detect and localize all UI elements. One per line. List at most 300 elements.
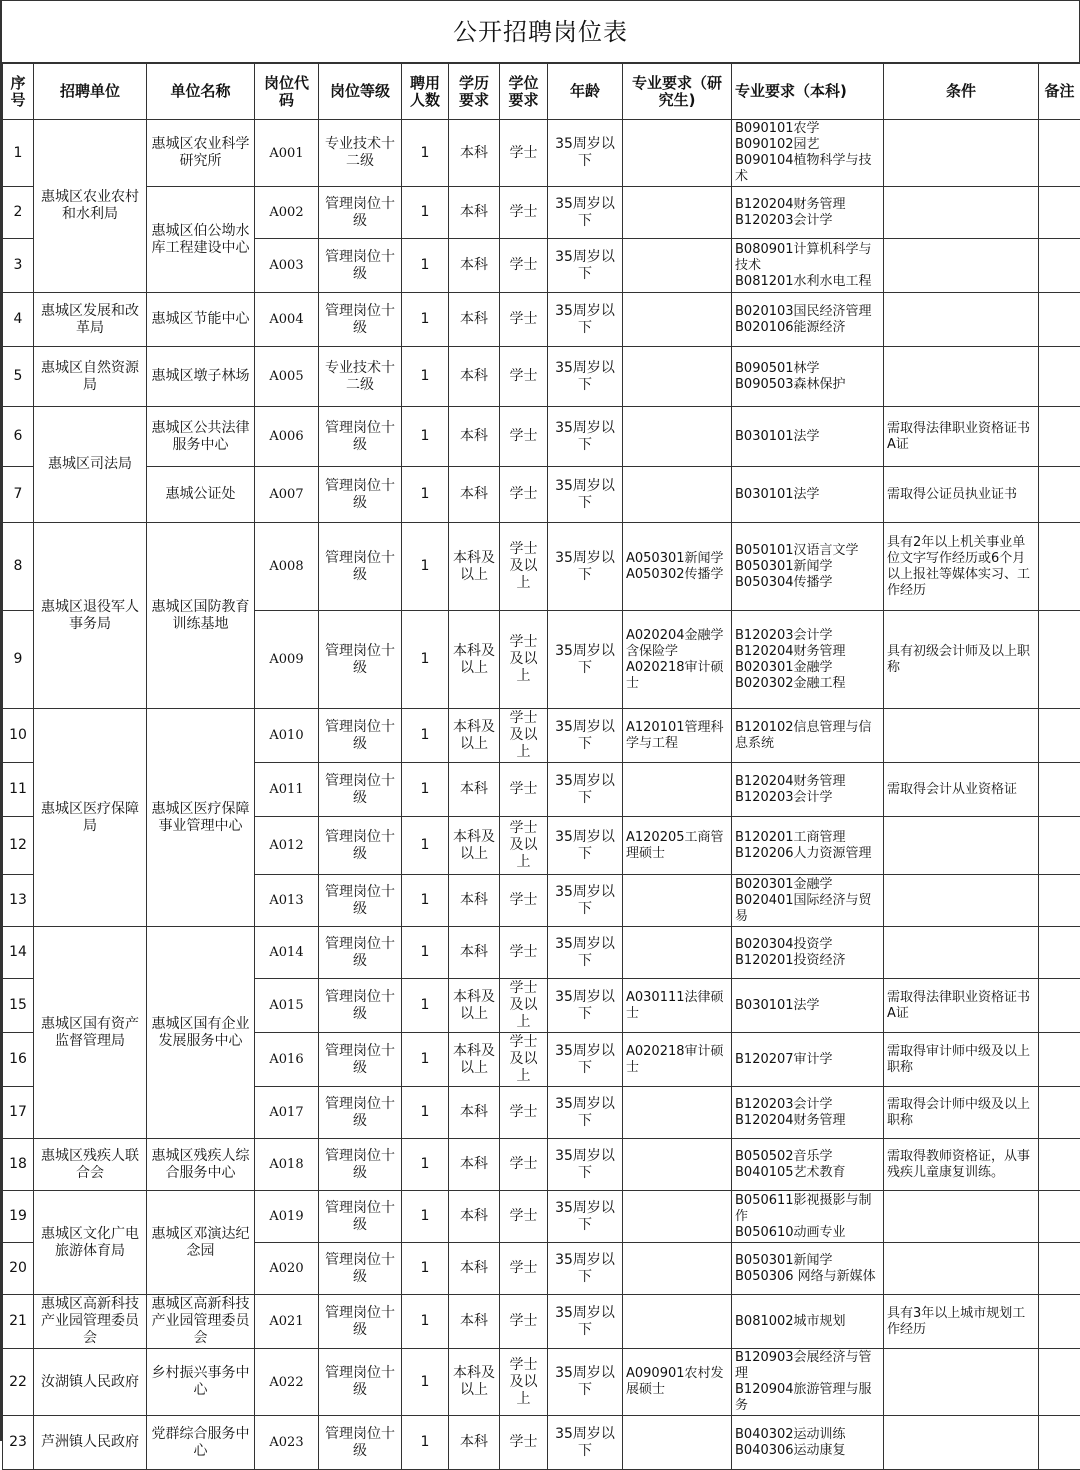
position-code: A016	[255, 1033, 319, 1087]
degree-req: 学士	[500, 1087, 548, 1139]
position-level: 管理岗位十级	[319, 927, 402, 979]
row-seq: 11	[3, 763, 34, 817]
position-code: A006	[255, 407, 319, 467]
remarks	[1039, 611, 1080, 709]
degree-req: 学士	[500, 467, 548, 523]
recruiting-unit: 汝湖镇人民政府	[34, 1349, 147, 1416]
conditions: 需取得审计师中级及以上职称	[884, 1033, 1039, 1087]
age-req: 35周岁以下	[548, 1191, 623, 1243]
table-row	[3, 709, 1080, 763]
age-req: 35周岁以下	[548, 817, 623, 875]
header-cond: 条件	[884, 64, 1039, 120]
age-req: 35周岁以下	[548, 293, 623, 347]
education-req: 本科及以上	[449, 611, 500, 709]
position-level: 管理岗位十级	[319, 709, 402, 763]
conditions	[884, 293, 1039, 347]
conditions	[884, 1349, 1039, 1416]
degree-req: 学士及以上	[500, 611, 548, 709]
row-seq: 1	[3, 120, 34, 187]
row-seq: 5	[3, 347, 34, 407]
major-graduate	[623, 1295, 732, 1349]
org-name: 惠城区墩子林场	[147, 347, 255, 407]
position-level: 专业技术十二级	[319, 347, 402, 407]
position-level: 管理岗位十级	[319, 817, 402, 875]
row-seq: 3	[3, 239, 34, 293]
hire-count: 1	[402, 467, 449, 523]
hire-count: 1	[402, 1295, 449, 1349]
age-req: 35周岁以下	[548, 927, 623, 979]
remarks	[1039, 1139, 1080, 1191]
conditions	[884, 875, 1039, 927]
age-req: 35周岁以下	[548, 1139, 623, 1191]
degree-req: 学士及以上	[500, 1349, 548, 1416]
table-row	[3, 1139, 1080, 1191]
hire-count: 1	[402, 763, 449, 817]
degree-req: 学士及以上	[500, 709, 548, 763]
org-name: 乡村振兴事务中心	[147, 1349, 255, 1416]
hire-count: 1	[402, 293, 449, 347]
org-name: 惠城区医疗保障事业管理中心	[147, 709, 255, 927]
major-undergraduate: B050502音乐学 B040105艺术教育	[732, 1139, 884, 1191]
hire-count: 1	[402, 875, 449, 927]
major-graduate	[623, 407, 732, 467]
remarks	[1039, 709, 1080, 763]
position-level: 管理岗位十级	[319, 1243, 402, 1295]
major-undergraduate: B120203会计学 B120204财务管理	[732, 1087, 884, 1139]
row-seq: 23	[3, 1416, 34, 1470]
degree-req: 学士及以上	[500, 979, 548, 1033]
remarks	[1039, 1349, 1080, 1416]
degree-req: 学士及以上	[500, 1033, 548, 1087]
age-req: 35周岁以下	[548, 1295, 623, 1349]
row-seq: 18	[3, 1139, 34, 1191]
position-code: A022	[255, 1349, 319, 1416]
header-major-ug: 专业要求（本科)	[732, 64, 884, 120]
major-graduate	[623, 1139, 732, 1191]
conditions: 需取得法律职业资格证书A证	[884, 979, 1039, 1033]
hire-count: 1	[402, 347, 449, 407]
hire-count: 1	[402, 1416, 449, 1470]
remarks	[1039, 407, 1080, 467]
major-undergraduate: B050301新闻学 B050306 网络与新媒体	[732, 1243, 884, 1295]
age-req: 35周岁以下	[548, 467, 623, 523]
recruiting-unit: 惠城区文化广电旅游体育局	[34, 1191, 147, 1295]
table-row	[3, 1191, 1080, 1243]
position-code: A014	[255, 927, 319, 979]
degree-req: 学士	[500, 239, 548, 293]
table-row	[3, 347, 1080, 407]
row-seq: 8	[3, 523, 34, 611]
age-req: 35周岁以下	[548, 709, 623, 763]
major-graduate	[623, 763, 732, 817]
education-req: 本科	[449, 763, 500, 817]
remarks	[1039, 1243, 1080, 1295]
major-undergraduate: B030101法学	[732, 979, 884, 1033]
major-undergraduate: B120204财务管理 B120203会计学	[732, 187, 884, 239]
header-code: 岗位代码	[255, 64, 319, 120]
position-code: A015	[255, 979, 319, 1033]
position-code: A010	[255, 709, 319, 763]
org-name: 惠城区国防教育训练基地	[147, 523, 255, 709]
recruiting-unit: 芦洲镇人民政府	[34, 1416, 147, 1470]
position-level: 管理岗位十级	[319, 611, 402, 709]
table-row	[3, 1349, 1080, 1416]
org-name: 惠城区伯公坳水库工程建设中心	[147, 187, 255, 293]
major-undergraduate: B040302运动训练 B040306运动康复	[732, 1416, 884, 1470]
major-graduate	[623, 1191, 732, 1243]
recruiting-unit: 惠城区国有资产监督管理局	[34, 927, 147, 1139]
education-req: 本科及以上	[449, 709, 500, 763]
degree-req: 学士	[500, 927, 548, 979]
remarks	[1039, 817, 1080, 875]
header-edu: 学历要求	[449, 64, 500, 120]
row-seq: 2	[3, 187, 34, 239]
row-seq: 15	[3, 979, 34, 1033]
education-req: 本科	[449, 239, 500, 293]
remarks	[1039, 1191, 1080, 1243]
hire-count: 1	[402, 927, 449, 979]
position-level: 管理岗位十级	[319, 763, 402, 817]
position-level: 管理岗位十级	[319, 523, 402, 611]
position-code: A017	[255, 1087, 319, 1139]
hire-count: 1	[402, 1243, 449, 1295]
age-req: 35周岁以下	[548, 1087, 623, 1139]
degree-req: 学士	[500, 347, 548, 407]
recruiting-unit: 惠城区司法局	[34, 407, 147, 523]
major-undergraduate: B090101农学 B090102园艺 B090104植物科学与技术	[732, 120, 884, 187]
row-seq: 7	[3, 467, 34, 523]
org-name: 惠城区高新科技产业园管理委员会	[147, 1295, 255, 1349]
age-req: 35周岁以下	[548, 1349, 623, 1416]
major-undergraduate: B050101汉语言文学 B050301新闻学 B050304传播学	[732, 523, 884, 611]
hire-count: 1	[402, 1139, 449, 1191]
degree-req: 学士	[500, 407, 548, 467]
remarks	[1039, 347, 1080, 407]
remarks	[1039, 120, 1080, 187]
education-req: 本科	[449, 1416, 500, 1470]
major-undergraduate: B120204财务管理 B120203会计学	[732, 763, 884, 817]
org-name: 惠城区国有企业发展服务中心	[147, 927, 255, 1139]
table-row	[3, 120, 1080, 187]
table-row	[3, 467, 1080, 523]
education-req: 本科及以上	[449, 1349, 500, 1416]
row-seq: 14	[3, 927, 34, 979]
remarks	[1039, 523, 1080, 611]
major-graduate: A120101管理科学与工程	[623, 709, 732, 763]
position-code: A001	[255, 120, 319, 187]
table-row	[3, 1416, 1080, 1470]
position-level: 管理岗位十级	[319, 293, 402, 347]
positions-table	[2, 63, 1080, 1470]
conditions: 需取得会计师中级及以上职称	[884, 1087, 1039, 1139]
hire-count: 1	[402, 709, 449, 763]
degree-req: 学士	[500, 1191, 548, 1243]
hire-count: 1	[402, 611, 449, 709]
position-level: 管理岗位十级	[319, 1139, 402, 1191]
major-graduate: A120205工商管理硕士	[623, 817, 732, 875]
major-graduate	[623, 1416, 732, 1470]
education-req: 本科	[449, 407, 500, 467]
education-req: 本科及以上	[449, 979, 500, 1033]
recruiting-unit: 惠城区农业农村和水利局	[34, 120, 147, 293]
hire-count: 1	[402, 817, 449, 875]
position-level: 管理岗位十级	[319, 1416, 402, 1470]
degree-req: 学士及以上	[500, 523, 548, 611]
row-seq: 17	[3, 1087, 34, 1139]
conditions	[884, 347, 1039, 407]
position-level: 管理岗位十级	[319, 187, 402, 239]
remarks	[1039, 239, 1080, 293]
position-level: 管理岗位十级	[319, 1033, 402, 1087]
header-age: 年龄	[548, 64, 623, 120]
org-name: 惠城区节能中心	[147, 293, 255, 347]
age-req: 35周岁以下	[548, 1416, 623, 1470]
degree-req: 学士	[500, 1295, 548, 1349]
major-graduate: A020218审计硕士	[623, 1033, 732, 1087]
row-seq: 21	[3, 1295, 34, 1349]
header-org: 单位名称	[147, 64, 255, 120]
education-req: 本科	[449, 467, 500, 523]
remarks	[1039, 875, 1080, 927]
header-count: 聘用人数	[402, 64, 449, 120]
degree-req: 学士	[500, 1416, 548, 1470]
hire-count: 1	[402, 1033, 449, 1087]
education-req: 本科	[449, 120, 500, 187]
age-req: 35周岁以下	[548, 239, 623, 293]
education-req: 本科	[449, 1191, 500, 1243]
remarks	[1039, 1295, 1080, 1349]
major-graduate	[623, 875, 732, 927]
conditions	[884, 927, 1039, 979]
position-code: A004	[255, 293, 319, 347]
table-row	[3, 523, 1080, 611]
major-undergraduate: B050611影视摄影与制作 B050610动画专业	[732, 1191, 884, 1243]
remarks	[1039, 1416, 1080, 1470]
education-req: 本科	[449, 1087, 500, 1139]
education-req: 本科	[449, 875, 500, 927]
header-level: 岗位等级	[319, 64, 402, 120]
position-level: 管理岗位十级	[319, 239, 402, 293]
remarks	[1039, 187, 1080, 239]
remarks	[1039, 927, 1080, 979]
major-graduate	[623, 1243, 732, 1295]
row-seq: 13	[3, 875, 34, 927]
major-graduate	[623, 120, 732, 187]
major-graduate: A020204金融学含保险学 A020218审计硕士	[623, 611, 732, 709]
position-code: A002	[255, 187, 319, 239]
conditions: 需取得会计从业资格证	[884, 763, 1039, 817]
row-seq: 20	[3, 1243, 34, 1295]
header-unit: 招聘单位	[34, 64, 147, 120]
position-level: 管理岗位十级	[319, 875, 402, 927]
row-seq: 22	[3, 1349, 34, 1416]
position-level: 管理岗位十级	[319, 467, 402, 523]
position-code: A007	[255, 467, 319, 523]
position-level: 管理岗位十级	[319, 407, 402, 467]
position-level: 管理岗位十级	[319, 1087, 402, 1139]
conditions: 需取得法律职业资格证书A证	[884, 407, 1039, 467]
age-req: 35周岁以下	[548, 611, 623, 709]
age-req: 35周岁以下	[548, 1033, 623, 1087]
remarks	[1039, 979, 1080, 1033]
major-graduate	[623, 239, 732, 293]
position-level: 管理岗位十级	[319, 1191, 402, 1243]
recruiting-unit: 惠城区医疗保障局	[34, 709, 147, 927]
degree-req: 学士	[500, 1139, 548, 1191]
hire-count: 1	[402, 120, 449, 187]
hire-count: 1	[402, 1191, 449, 1243]
org-name: 惠城区残疾人综合服务中心	[147, 1139, 255, 1191]
hire-count: 1	[402, 187, 449, 239]
major-graduate: A090901农村发展硕士	[623, 1349, 732, 1416]
conditions: 具有初级会计师及以上职称	[884, 611, 1039, 709]
degree-req: 学士	[500, 187, 548, 239]
conditions	[884, 187, 1039, 239]
major-undergraduate: B090501林学 B090503森林保护	[732, 347, 884, 407]
major-undergraduate: B080901计算机科学与技术 B081201水利水电工程	[732, 239, 884, 293]
age-req: 35周岁以下	[548, 1243, 623, 1295]
position-code: A011	[255, 763, 319, 817]
position-code: A005	[255, 347, 319, 407]
recruiting-unit: 惠城区退役军人事务局	[34, 523, 147, 709]
conditions	[884, 1416, 1039, 1470]
org-name: 惠城区公共法律服务中心	[147, 407, 255, 467]
table-row	[3, 927, 1080, 979]
recruiting-unit: 惠城区发展和改革局	[34, 293, 147, 347]
position-code: A021	[255, 1295, 319, 1349]
position-code: A008	[255, 523, 319, 611]
header-degree: 学位要求	[500, 64, 548, 120]
header-note: 备注	[1039, 64, 1080, 120]
position-code: A018	[255, 1139, 319, 1191]
degree-req: 学士	[500, 120, 548, 187]
major-graduate: A050301新闻学 A050302传播学	[623, 523, 732, 611]
hire-count: 1	[402, 1349, 449, 1416]
position-code: A012	[255, 817, 319, 875]
conditions	[884, 709, 1039, 763]
row-seq: 16	[3, 1033, 34, 1087]
row-seq: 19	[3, 1191, 34, 1243]
major-undergraduate: B030101法学	[732, 467, 884, 523]
major-undergraduate: B020304投资学 B120201投资经济	[732, 927, 884, 979]
position-code: A009	[255, 611, 319, 709]
major-undergraduate: B120102信息管理与信息系统	[732, 709, 884, 763]
page-title: 公开招聘岗位表	[2, 1, 1080, 63]
education-req: 本科及以上	[449, 1033, 500, 1087]
position-code: A003	[255, 239, 319, 293]
remarks	[1039, 293, 1080, 347]
major-undergraduate: B020103国民经济管理 B020106能源经济	[732, 293, 884, 347]
conditions	[884, 120, 1039, 187]
row-seq: 4	[3, 293, 34, 347]
age-req: 35周岁以下	[548, 523, 623, 611]
position-code: A023	[255, 1416, 319, 1470]
hire-count: 1	[402, 1087, 449, 1139]
conditions	[884, 239, 1039, 293]
org-name: 惠城公证处	[147, 467, 255, 523]
conditions: 具有3年以上城市规划工作经历	[884, 1295, 1039, 1349]
education-req: 本科	[449, 927, 500, 979]
major-graduate	[623, 467, 732, 523]
org-name: 惠城区邓演达纪念园	[147, 1191, 255, 1295]
education-req: 本科	[449, 1139, 500, 1191]
position-code: A020	[255, 1243, 319, 1295]
hire-count: 1	[402, 239, 449, 293]
recruiting-unit: 惠城区残疾人联合会	[34, 1139, 147, 1191]
org-name: 惠城区农业科学研究所	[147, 120, 255, 187]
position-code: A019	[255, 1191, 319, 1243]
hire-count: 1	[402, 979, 449, 1033]
table-row	[3, 1295, 1080, 1349]
remarks	[1039, 1033, 1080, 1087]
major-graduate	[623, 1087, 732, 1139]
education-req: 本科	[449, 1243, 500, 1295]
major-undergraduate: B120207审计学	[732, 1033, 884, 1087]
remarks	[1039, 763, 1080, 817]
degree-req: 学士	[500, 1243, 548, 1295]
age-req: 35周岁以下	[548, 347, 623, 407]
position-level: 管理岗位十级	[319, 1295, 402, 1349]
org-name: 党群综合服务中心	[147, 1416, 255, 1470]
table-row	[3, 293, 1080, 347]
hire-count: 1	[402, 407, 449, 467]
age-req: 35周岁以下	[548, 979, 623, 1033]
row-seq: 10	[3, 709, 34, 763]
major-graduate	[623, 347, 732, 407]
education-req: 本科及以上	[449, 817, 500, 875]
conditions: 需取得公证员执业证书	[884, 467, 1039, 523]
major-undergraduate: B120203会计学 B120204财务管理 B020301金融学 B020302金融工程	[732, 611, 884, 709]
position-code: A013	[255, 875, 319, 927]
age-req: 35周岁以下	[548, 407, 623, 467]
row-seq: 9	[3, 611, 34, 709]
major-graduate	[623, 293, 732, 347]
education-req: 本科及以上	[449, 523, 500, 611]
age-req: 35周岁以下	[548, 187, 623, 239]
position-level: 管理岗位十级	[319, 1349, 402, 1416]
conditions	[884, 1243, 1039, 1295]
education-req: 本科	[449, 293, 500, 347]
recruiting-unit: 惠城区高新科技产业园管理委员会	[34, 1295, 147, 1349]
major-graduate	[623, 927, 732, 979]
major-undergraduate: B120903会展经济与管理 B120904旅游管理与服务	[732, 1349, 884, 1416]
recruiting-unit: 惠城区自然资源局	[34, 347, 147, 407]
education-req: 本科	[449, 187, 500, 239]
degree-req: 学士	[500, 875, 548, 927]
major-undergraduate: B020301金融学 B020401国际经济与贸易	[732, 875, 884, 927]
header-seq: 序号	[3, 64, 34, 120]
major-undergraduate: B030101法学	[732, 407, 884, 467]
hire-count: 1	[402, 523, 449, 611]
conditions: 具有2年以上机关事业单位文字写作经历或6个月以上报社等媒体实习、工作经历	[884, 523, 1039, 611]
table-body	[3, 120, 1080, 1470]
header-row	[3, 64, 1080, 120]
conditions	[884, 817, 1039, 875]
degree-req: 学士	[500, 293, 548, 347]
degree-req: 学士及以上	[500, 817, 548, 875]
conditions	[884, 1191, 1039, 1243]
age-req: 35周岁以下	[548, 875, 623, 927]
conditions: 需取得教师资格证，从事残疾儿童康复训练。	[884, 1139, 1039, 1191]
major-undergraduate: B120201工商管理 B120206人力资源管理	[732, 817, 884, 875]
degree-req: 学士	[500, 763, 548, 817]
major-graduate	[623, 187, 732, 239]
education-req: 本科	[449, 347, 500, 407]
age-req: 35周岁以下	[548, 763, 623, 817]
remarks	[1039, 467, 1080, 523]
remarks	[1039, 1087, 1080, 1139]
education-req: 本科	[449, 1295, 500, 1349]
